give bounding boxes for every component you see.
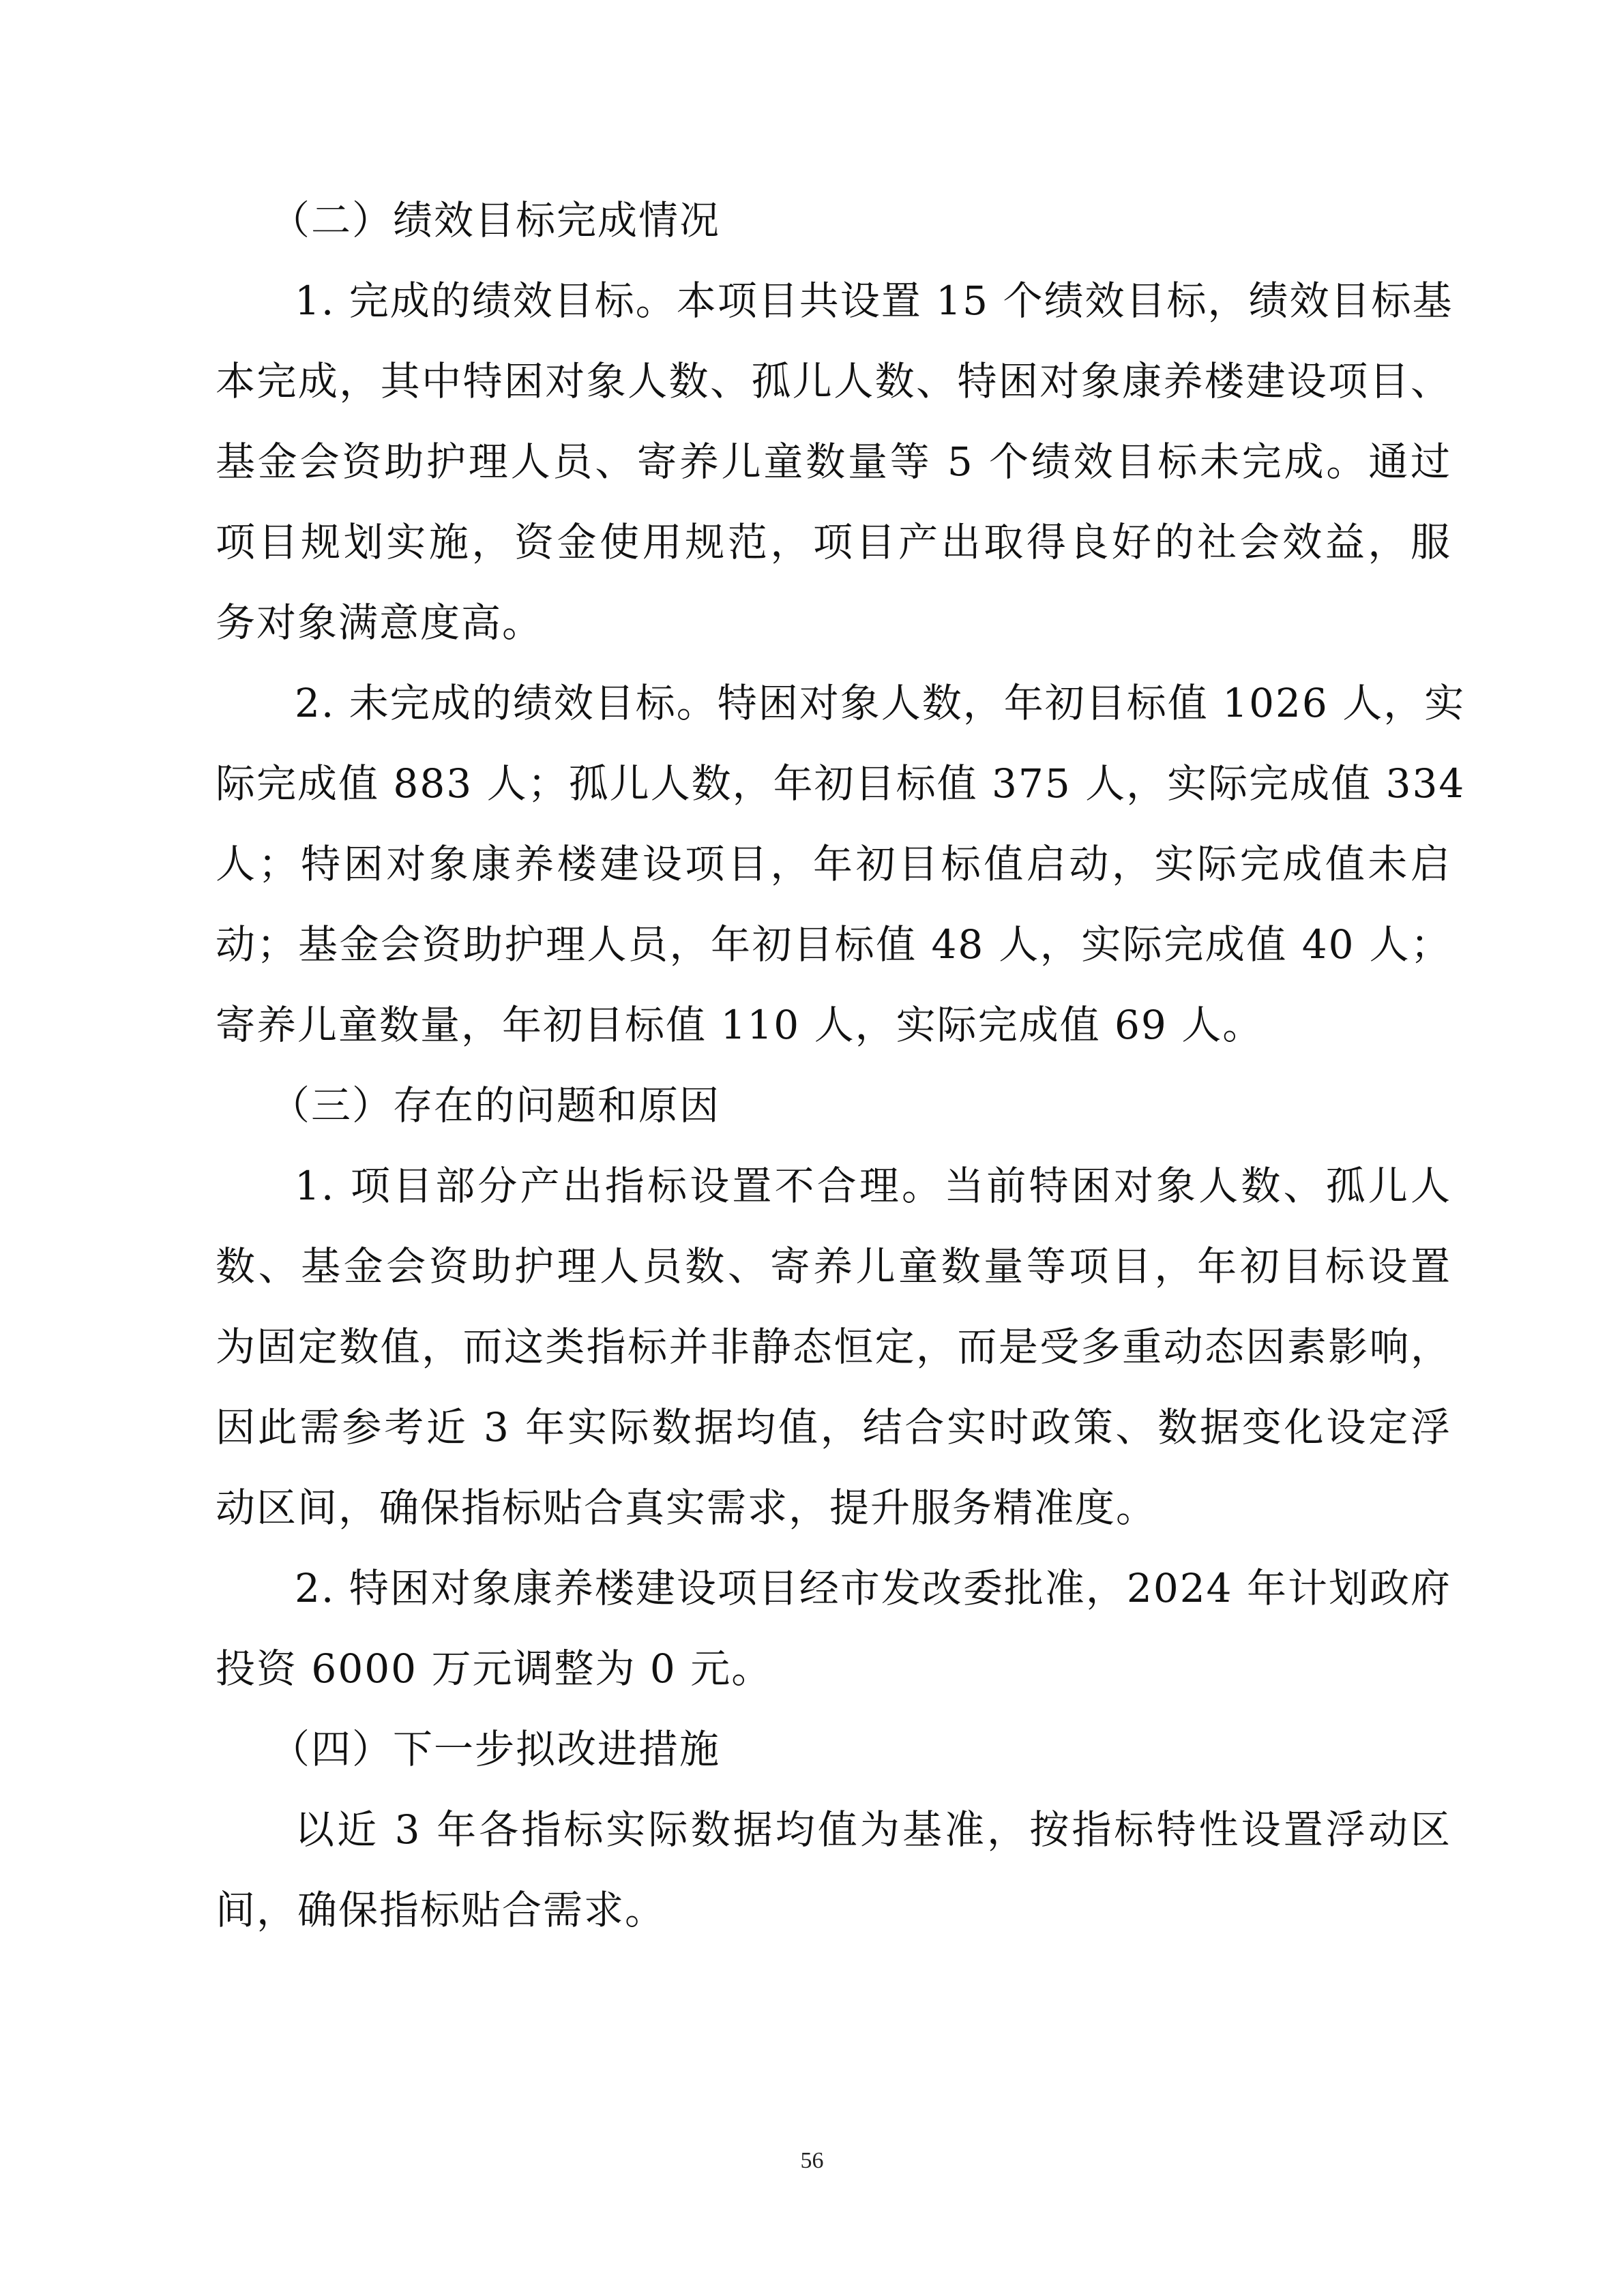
paragraph-line: 间，确保指标贴合需求。 bbox=[216, 1887, 666, 1933]
paragraph-line: 人；特困对象康养楼建设项目，年初目标值启动，实际完成值未启 bbox=[216, 841, 1451, 887]
paragraph-line: 数、基金会资助护理人员数、寄养儿童数量等项目，年初目标设置 bbox=[216, 1243, 1451, 1289]
paragraph-line: 投资 6000 万元调整为 0 元。 bbox=[216, 1645, 773, 1692]
paragraph-line: 1. 项目部分产出指标设置不合理。当前特困对象人数、孤儿人 bbox=[295, 1163, 1451, 1209]
body-text bbox=[216, 180, 1466, 1950]
section-heading-4: （四）下一步拟改进措施 bbox=[270, 1726, 721, 1772]
paragraph-line: 动；基金会资助护理人员，年初目标值 48 人，实际完成值 40 人； bbox=[216, 921, 1451, 968]
page-number: 56 bbox=[800, 2148, 824, 2173]
paragraph-line: 2. 未完成的绩效目标。特困对象人数，年初目标值 1026 人，实 bbox=[295, 680, 1466, 726]
paragraph-line: 为固定数值，而这类指标并非静态恒定，而是受多重动态因素影响， bbox=[216, 1324, 1451, 1370]
paragraph-line: 际完成值 883 人；孤儿人数，年初目标值 375 人，实际完成值 334 bbox=[216, 760, 1466, 807]
section-heading-3: （三）存在的问题和原因 bbox=[270, 1082, 721, 1129]
paragraph-line: 1. 完成的绩效目标。本项目共设置 15 个绩效目标，绩效目标基 bbox=[295, 278, 1453, 324]
section-heading-2: （二）绩效目标完成情况 bbox=[270, 197, 721, 243]
paragraph-line: 因此需参考近 3 年实际数据均值，结合实时政策、数据变化设定浮 bbox=[216, 1404, 1451, 1450]
paragraph-line: 寄养儿童数量，年初目标值 110 人，实际完成值 69 人。 bbox=[216, 1002, 1264, 1048]
paragraph-line: 基金会资助护理人员、寄养儿童数量等 5 个绩效目标未完成。通过 bbox=[216, 438, 1451, 485]
paragraph-line: 动区间，确保指标贴合真实需求，提升服务精准度。 bbox=[216, 1485, 1157, 1531]
paragraph-line: 本完成，其中特困对象人数、孤儿人数、特困对象康养楼建设项目、 bbox=[216, 358, 1451, 404]
paragraph-line: 务对象满意度高。 bbox=[216, 599, 544, 646]
paragraph-line: 以近 3 年各指标实际数据均值为基准，按指标特性设置浮动区 bbox=[295, 1806, 1451, 1853]
paragraph-line: 2. 特困对象康养楼建设项目经市发改委批准，2024 年计划政府 bbox=[295, 1565, 1451, 1611]
paragraph-line: 项目规划实施，资金使用规范，项目产出取得良好的社会效益，服 bbox=[216, 519, 1451, 565]
